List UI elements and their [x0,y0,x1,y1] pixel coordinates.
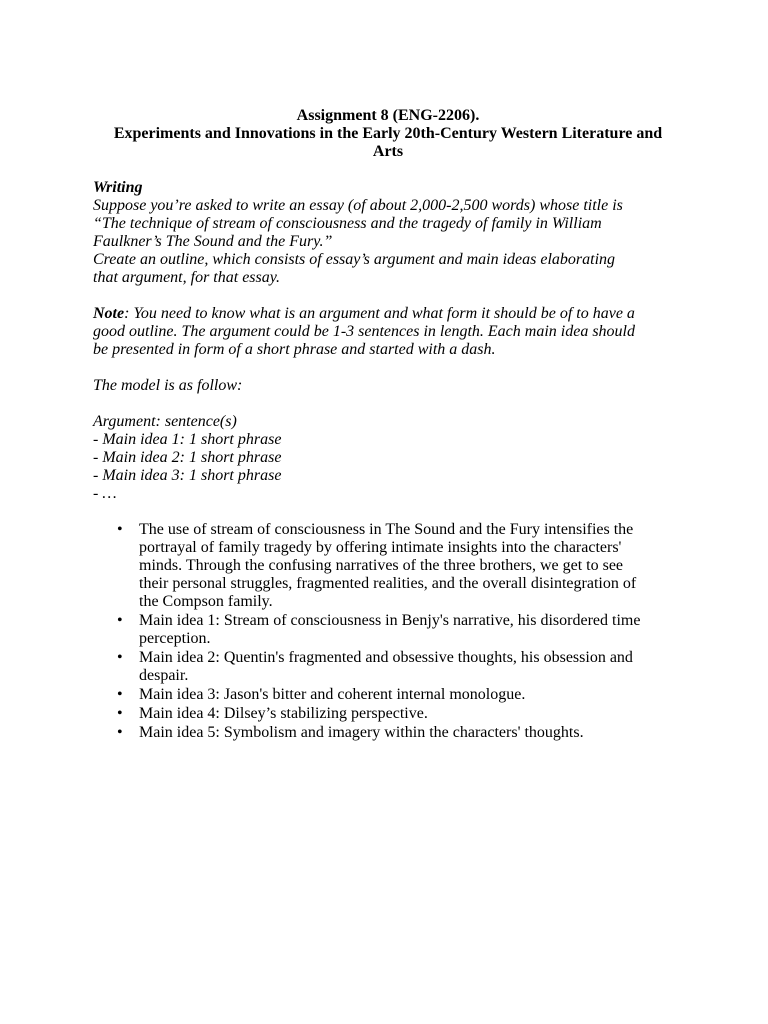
bullet-icon: • [117,705,123,722]
bullet-line: their personal struggles, fragmented realities, and the overall disintegration of [139,575,637,592]
main-idea-bullet [93,612,683,648]
bullet-line: The use of stream of consciousness in The Sound and the Fury intensifies the [139,521,634,538]
model-list-item: - Main idea 1: 1 short phrase [93,431,282,448]
bullet-line: Main idea 1: Stream of consciousness in Benjy's narrative, his disordered time [139,612,641,629]
instructions-line: that argument, for that essay. [93,269,280,286]
bullet-icon: • [117,521,123,538]
section-heading-writing: Writing [93,179,143,196]
bullet-line: despair. [139,667,189,684]
bullet-line: Main idea 4: Dilsey’s stabilizing perspective. [139,705,428,722]
argument-template: Argument: sentence(s) [93,413,237,430]
main-idea-bullet [93,686,683,704]
bullet-line: minds. Through the confusing narratives of the three brothers, we get to see [139,557,624,574]
main-idea-bullet [93,705,683,723]
bullet-line: Main idea 3: Jason's bitter and coherent internal monologue. [139,686,526,703]
document-page [93,107,683,743]
note-line: good outline. The argument could be 1-3 sentences in length. Each main idea should [93,323,635,340]
instructions-line: Create an outline, which consists of essay’s argument and main ideas elaborating [93,251,616,268]
model-list [93,431,683,503]
course-title-line-1: Experiments and Innovations in the Early 20th-Century Western Literature and [113,125,663,142]
bullet-line: Main idea 2: Quentin's fragmented and obsessive thoughts, his obsession and [139,649,633,666]
model-list-item: - Main idea 3: 1 short phrase [93,467,282,484]
note-label: Note [93,305,125,322]
instructions-paragraph [93,197,683,287]
bullet-line: portrayal of family tragedy by offering intimate insights into the characters' [139,539,622,556]
document-header [93,107,683,161]
model-intro: The model is as follow: [93,377,243,394]
bullet-line: the Compson family. [139,593,273,610]
bullet-icon: • [117,649,123,666]
instructions-line: “The technique of stream of consciousness and the tragedy of family in William [93,215,602,232]
answer-bullet-list [93,521,683,742]
instructions-line: Suppose you’re asked to write an essay (of about 2,000-2,500 words) whose title is [93,197,623,214]
note-line [93,305,683,323]
argument-bullet [93,521,683,611]
main-idea-bullet [93,649,683,685]
model-list-item: - … [93,485,117,502]
assignment-title: Assignment 8 (ENG-2206). [296,107,480,124]
bullet-icon: • [117,724,123,741]
bullet-line: Main idea 5: Symbolism and imagery within the characters' thoughts. [139,724,584,741]
bullet-icon: • [117,686,123,703]
note-line: be presented in form of a short phrase and started with a dash. [93,341,496,358]
course-title-line-2: Arts [372,143,404,160]
instructions-line: Faulkner’s The Sound and the Fury.” [93,233,333,250]
main-idea-bullet [93,724,683,742]
bullet-icon: • [117,612,123,629]
bullet-line: perception. [139,630,211,647]
note-text: : You need to know what is an argument and what form it should be of to have a [124,305,635,322]
model-list-item: - Main idea 2: 1 short phrase [93,449,282,466]
note-paragraph [93,305,683,359]
